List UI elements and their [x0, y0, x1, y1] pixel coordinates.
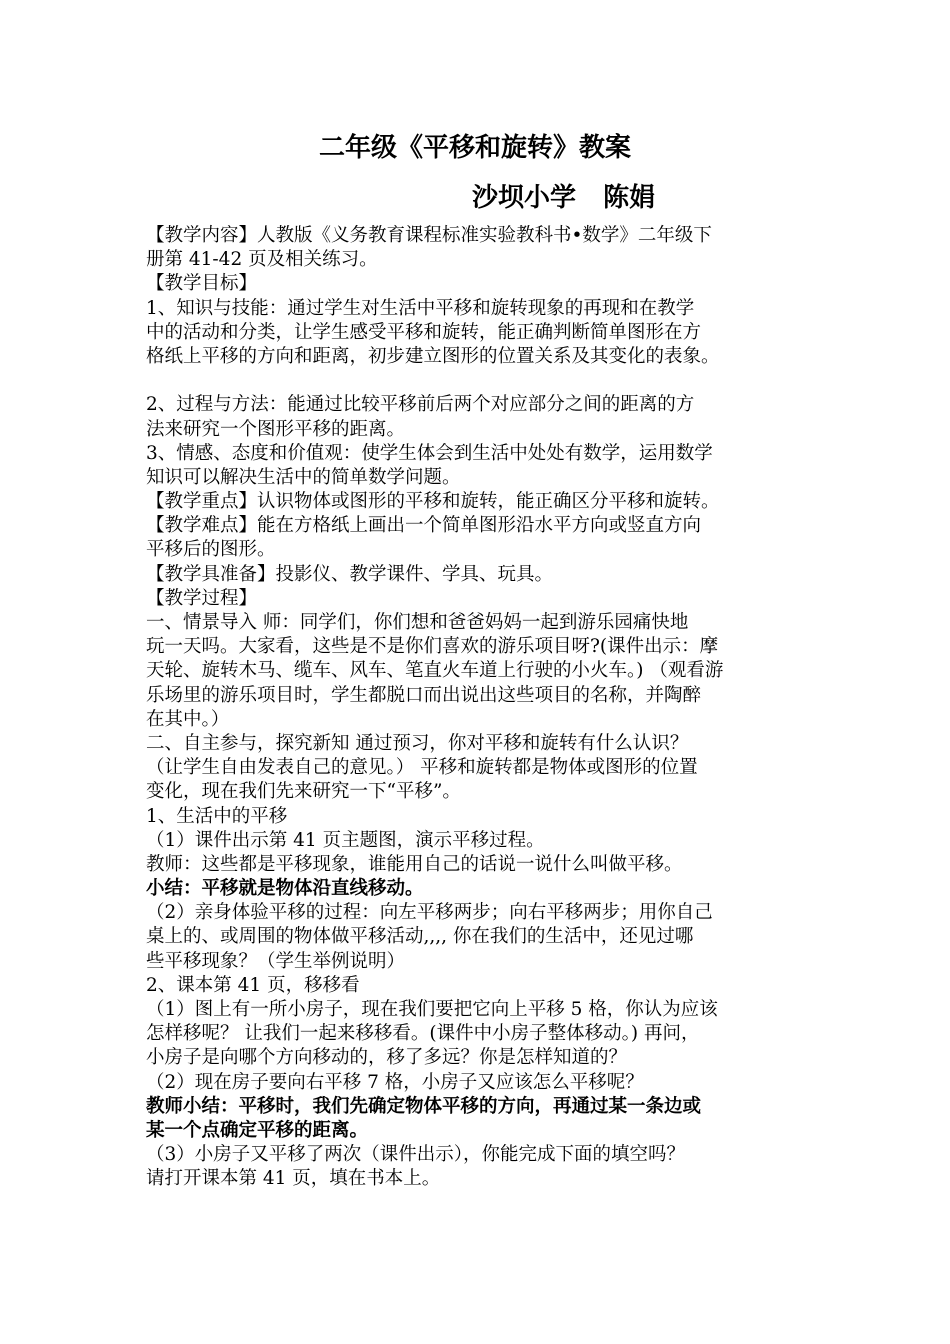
text-line: 1、生活中的平移 [146, 805, 288, 827]
text-line: 【教学过程】 [146, 587, 258, 609]
text-line: 变化，现在我们先来研究一下“平移”。 [146, 781, 461, 803]
document-author: 沙坝小学 陈娟 [472, 183, 656, 213]
text-line: 1、知识与技能：通过学生对生活中平移和旋转现象的再现和在教学 [146, 297, 695, 319]
text-line: （1）图上有一所小房子，现在我们要把它向上平移 5 格，你认为应该 [146, 999, 718, 1020]
text-line: 天轮、旋转木马、缆车、风车、笔直火车道上行驶的小火车。) （观看游 [146, 660, 724, 682]
text-line: 教师小结：平移时，我们先确定物体平移的方向，再通过某一条边或 [146, 1095, 702, 1117]
text-line: 册第 41-42 页及相关练习。 [146, 249, 378, 271]
text-line: 法来研究一个图形平移的距离。 [146, 418, 406, 440]
text-line: 3、情感、态度和价值观：使学生体会到生活中处处有数学，运用数学 [146, 442, 713, 464]
text-line: 怎样移呢？ 让我们一起来移移看。(课件中小房子整体移动。) 再问， [146, 1023, 700, 1045]
text-line: 【教学目标】 [146, 273, 258, 295]
text-line: （1）课件出示第 41 页主题图，演示平移过程。 [146, 829, 545, 851]
text-line [146, 369, 818, 393]
text-line: 一、情景导入 师：同学们，你们想和爸爸妈妈一起到游乐园痛快地 [146, 612, 689, 633]
text-line: 小房子是向哪个方向移动的，移了多远？你是怎样知道的？ [146, 1047, 628, 1069]
text-line: （2）亲身体验平移的过程：向左平移两步；向右平移两步；用你自己 [146, 902, 713, 924]
text-line: 【教学难点】能在方格纸上画出一个简单图形沿水平方向或竖直方向 [146, 515, 702, 537]
text-line: 桌上的、或周围的物体做平移活动,,,, 你在我们的生活中，还见过哪 [146, 926, 694, 948]
document-title: 二年级《平移和旋转》教案 [318, 133, 631, 163]
text-line: 教师：这些都是平移现象，谁能用自己的话说一说什么叫做平移。 [146, 853, 683, 875]
text-line: 【教学具准备】投影仪、教学课件、学具、玩具。 [146, 563, 554, 585]
text-line: 2、过程与方法：能通过比较平移前后两个对应部分之间的距离的方 [146, 394, 695, 416]
document-body [146, 224, 818, 1192]
text-line: 某一个点确定平移的距离。 [146, 1119, 369, 1141]
text-line: 【教学内容】人教版《义务教育课程标准实验教科书•数学》二年级下 [146, 225, 712, 246]
text-line: 二、自主参与，探究新知 通过预习，你对平移和旋转有什么认识？ [146, 732, 689, 754]
text-line: 玩一天吗。大家看，这些是不是你们喜欢的游乐项目呀?(课件出示：摩 [146, 636, 719, 658]
text-line: 2、课本第 41 页，移移看 [146, 974, 360, 996]
text-line: 请打开课本第 41 页，填在书本上。 [146, 1168, 441, 1190]
text-line: 【教学重点】认识物体或图形的平移和旋转，能正确区分平移和旋转。 [146, 491, 720, 513]
text-line: （3）小房子又平移了两次（课件出示），你能完成下面的填空吗？ [146, 1144, 686, 1166]
text-line: 格纸上平移的方向和距离，初步建立图形的位置关系及其变化的表象。 [146, 345, 720, 367]
text-line: 小结：平移就是物体沿直线移动。 [146, 878, 424, 900]
text-line: 些平移现象？（学生举例说明） [146, 950, 406, 972]
text-line: 乐场里的游乐项目时，学生都脱口而出说出这些项目的名称，并陶醉 [146, 684, 702, 706]
text-line: （让学生自由发表自己的意见。） 平移和旋转都是物体或图形的位置 [146, 757, 698, 779]
text-line: （2）现在房子要向右平移 7 格，小房子又应该怎么平移呢？ [146, 1071, 644, 1093]
text-line: 平移后的图形。 [146, 539, 276, 561]
text-line: 中的活动和分类，让学生感受平移和旋转，能正确判断简单图形在方 [146, 321, 702, 343]
text-line: 在其中。） [146, 708, 230, 730]
text-line: 知识可以解决生活中的简单数学问题。 [146, 466, 461, 488]
